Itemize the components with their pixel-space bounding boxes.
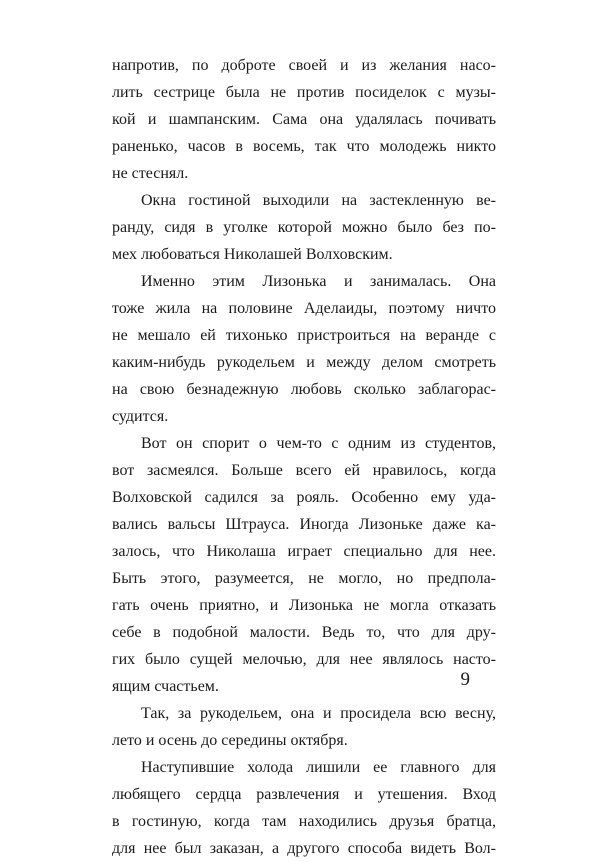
text-line: раненько, часов в восемь, так что молодежь никто <box>112 138 496 155</box>
text-line: Наступившие холода лишили ее главного для <box>141 759 496 776</box>
text-line: себе в подобной малости. Ведь то, что для дру- <box>112 624 496 641</box>
text-line: тоже жила на половине Аделаиды, поэтому ничто <box>112 300 496 317</box>
body-text <box>112 52 496 862</box>
text-line: Вот он спорит о чем-то с одним из студентов, <box>141 435 496 452</box>
text-line: Так, за рукодельем, она и просидела всю весну, <box>141 705 496 722</box>
text-line: для нее был заказан, а другого способа видеть Вол- <box>112 840 496 857</box>
text-line: вот засмеялся. Больше всего ей нравилось, когда <box>112 462 496 479</box>
text-line: ящим счастьем. <box>112 678 219 695</box>
text-line: мех любоваться Николашей Волховским. <box>112 246 393 263</box>
text-line: Быть этого, разумеется, не могло, но предпола- <box>112 570 496 587</box>
text-line: лить сестрице была не против посиделок с музы- <box>112 84 496 101</box>
text-line: лето и осень до середины октября. <box>112 732 348 749</box>
text-line: не мешало ей тихонько пристроиться на веранде с <box>112 327 496 344</box>
text-line: кой и шампанским. Сама она удалялась почивать <box>112 111 496 128</box>
text-line: гих было сущей мелочью, для нее являлось насто- <box>112 651 496 668</box>
text-line: в гостиную, когда там находились друзья братца, <box>112 813 496 830</box>
text-line: Окна гостиной выходили на застекленную ве- <box>141 192 496 209</box>
text-line: ранду, сидя в уголке которой можно было без по- <box>112 219 496 236</box>
text-line: Именно этим Лизонька и занималась. Она <box>141 273 496 290</box>
text-line: залось, что Николаша играет специально для нее. <box>112 543 496 560</box>
text-line: вались вальсы Штрауса. Иногда Лизоньке даже ка- <box>112 516 496 533</box>
text-line: каким-нибудь рукодельем и между делом смотреть <box>112 354 496 371</box>
text-line: не стеснял. <box>112 165 189 182</box>
text-line: судится. <box>112 408 169 425</box>
text-line: на свою безнадежную любовь сколько заблагорас- <box>112 381 496 398</box>
text-line: гать очень приятно, и Лизонька не могла отказать <box>112 597 496 614</box>
text-line: любящего сердца развлечения и утешения. Вход <box>112 786 496 803</box>
text-line: напротив, по доброте своей и из желания насо- <box>112 57 496 74</box>
page-number: 9 <box>460 669 470 690</box>
text-line: Волховской садился за рояль. Особенно ему уда- <box>112 489 496 506</box>
